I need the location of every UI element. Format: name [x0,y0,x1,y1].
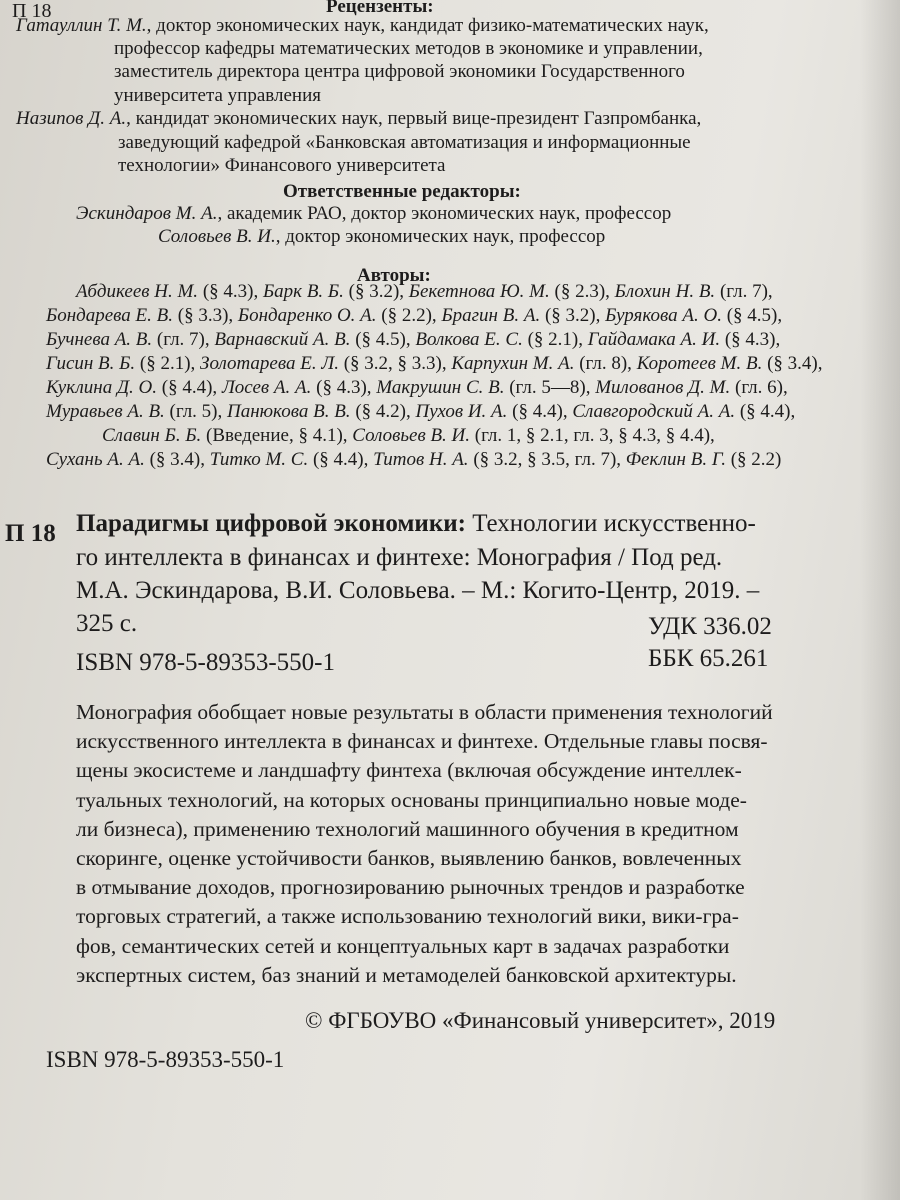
author-name: Варнавский А. В. [214,329,351,350]
catalog-title-line-1: Парадигмы цифровой экономики: Технологии искусственно- [76,510,756,537]
author-sections: (§ 4.4), [157,377,222,398]
isbn-bottom: ISBN 978-5-89353-550-1 [46,1047,285,1072]
author-sections: (гл. 5), [164,401,228,422]
author-sections: (§ 2.1), [135,353,201,374]
catalog-title-line-4: 325 с. [76,610,138,637]
author-name: Сухань А. А. [46,449,145,470]
editor-2: Соловьев В. И., доктор экономических наук, профессор [158,226,606,247]
authors-line [46,401,795,423]
author-sections: (§ 4.5), [721,305,783,326]
reviewer-1-line-2: профессор кафедры математических методов в экономике и управлении, [114,38,703,59]
reviewer-1-line-1: Гатауллин Т. М., доктор экономических наук, кандидат физико-математических наук, [16,15,709,36]
authors-line [46,449,781,471]
description-line: Монография обобщает новые результаты в области применения технологий [76,700,773,724]
authors-line [46,377,788,399]
page-edge-shadow [860,0,900,1200]
copyright: © ФГБОУВО «Финансовый университет», 2019 [305,1008,776,1033]
udk-code: УДК 336.02 [648,613,772,640]
authors-line [46,329,780,351]
author-sections: (гл. 1, § 2.1, гл. 3, § 4.3, § 4.4), [470,425,715,446]
author-name: Лосев А. А. [221,377,312,398]
author-sections: (§ 2.2) [725,449,782,470]
author-sections: (гл. 7), [152,329,215,350]
author-name: Бурякова А. О. [605,305,722,326]
author-sections: (§ 4.3), [311,377,377,398]
editors-heading: Ответственные редакторы: [283,181,521,202]
author-name: Муравьев А. В. [46,401,165,422]
book-title: Парадигмы цифровой экономики: [76,510,466,537]
author-sections: (гл. 5—8), [504,377,596,398]
authors-heading: Авторы: [357,265,431,286]
reviewer-2-name: Назипов Д. А. [16,108,127,129]
author-name: Карпухин М. А. [451,353,575,374]
description-line: фов, семантических сетей и концептуальных карт в задачах разработки [76,933,730,958]
author-name: Панюкова В. В. [227,401,351,422]
author-name: Гисин В. Б. [46,353,136,374]
reviewer-1-name: Гатауллин Т. М. [16,15,147,36]
author-name: Куклина Д. О. [46,377,158,398]
author-name: Славин Б. Б. [102,425,202,446]
author-sections: (§ 4.3), [720,329,781,350]
author-name: Бучнева А. В. [46,329,153,350]
author-name: Пухов И. А. [415,401,508,422]
author-sections: (§ 2.2), [376,305,442,326]
author-name: Славгородский А. А. [572,401,736,422]
reviewer-2-line-2: заведующий кафедрой «Банковская автоматизация и информационные [118,132,691,153]
author-sections: (§ 4.2), [350,401,416,422]
description-line: щены экосистеме и ландшафту финтеха (включая обсуждение интеллек- [76,758,742,783]
author-sections: (§ 3.2), [540,305,606,326]
authors-line [46,353,823,375]
author-sections: (§ 4.4), [308,449,374,470]
catalog-title-line-2: го интеллекта в финансах и финтехе: Монография / Под ред. [76,544,723,571]
author-name: Бондаренко О. А. [237,305,377,326]
author-sections: (гл. 7), [715,281,773,302]
author-name: Золотарева Е. Л. [200,353,339,374]
catalog-code: П 18 [5,520,56,547]
author-sections: (§ 2.3), [549,281,615,302]
authors-line [102,425,715,447]
author-name: Соловьев В. И. [352,425,471,446]
editor-1: Эскиндаров М. А., академик РАО, доктор экономических наук, профессор [76,203,672,224]
author-name: Волкова Е. С. [415,329,523,350]
author-sections: (гл. 8), [574,353,637,374]
reviewer-2-line-3: технологии» Финансового университета [118,155,446,176]
author-sections: (§ 2.1), [522,329,588,350]
author-sections: (§ 3.2), [343,281,409,302]
description-line: ли бизнеса), применению технологий машинного обучения в кредитном [76,816,739,841]
author-sections: (§ 3.4), [144,449,210,470]
reviewer-1-line-3: заместитель директора центра цифровой экономики Государственного [114,61,685,82]
description-line: торговых стратегий, а также использованию технологий вики, вики-гра- [76,904,739,929]
author-name: Макрушин С. В. [376,377,505,398]
catalog-code-top: П 18 [12,0,52,22]
description-line: туальных технологий, на которых основаны принципиально новые моде- [76,787,747,812]
authors-line [46,305,782,327]
author-name: Гайдамака А. И. [587,329,721,350]
isbn-catalog: ISBN 978-5-89353-550-1 [76,649,336,676]
author-name: Бондарева Е. В. [46,305,174,326]
author-sections: (§ 4.4), [507,401,573,422]
author-sections: (§ 3.4), [762,353,823,374]
author-sections: (§ 4.5), [350,329,416,350]
catalog-title-line-3: М.А. Эскиндарова, В.И. Соловьева. – М.: Когито-Центр, 2019. – [76,577,760,604]
author-sections: (Введение, § 4.1), [201,425,353,446]
description-line: скоринге, оценке устойчивости банков, выявлению банков, вовлеченных [76,846,742,870]
author-name: Милованов Д. М. [595,377,731,398]
author-sections: (§ 3.2, § 3.5, гл. 7), [468,449,626,470]
author-name: Титов Н. А. [373,449,469,470]
reviewer-2-line-1: Назипов Д. А., кандидат экономических наук, первый вице-президент Газпромбанка, [16,108,702,129]
author-sections: (§ 3.2, § 3.3), [338,353,452,374]
authors-line [76,281,773,303]
description-line: в отмывание доходов, прогнозированию рыночных трендов и разработке [76,875,745,900]
author-name: Титко М. С. [209,449,309,470]
author-sections: (§ 3.3), [173,305,238,326]
reviewer-1-line-4: университета управления [114,85,321,106]
author-name: Феклин В. Г. [625,449,726,470]
author-name: Брагин В. А. [441,305,541,326]
author-sections: (§ 4.4), [735,401,796,422]
author-name: Барк В. Б. [262,281,344,302]
author-sections: (§ 4.3), [198,281,263,302]
reviewers-heading: Рецензенты: [326,0,434,17]
author-name: Бекетнова Ю. М. [408,281,550,302]
description-line: искусственного интеллекта в финансах и финтехе. Отдельные главы посвя- [76,729,768,754]
description-line: экспертных систем, баз знаний и метамоделей банковской архитектуры. [76,962,737,987]
author-sections: (гл. 6), [730,377,788,398]
author-name: Коротеев М. В. [636,353,763,374]
bbk-code: ББК 65.261 [648,645,769,672]
author-name: Блохин Н. В. [614,281,716,302]
author-name: Абдикеев Н. М. [76,281,199,302]
